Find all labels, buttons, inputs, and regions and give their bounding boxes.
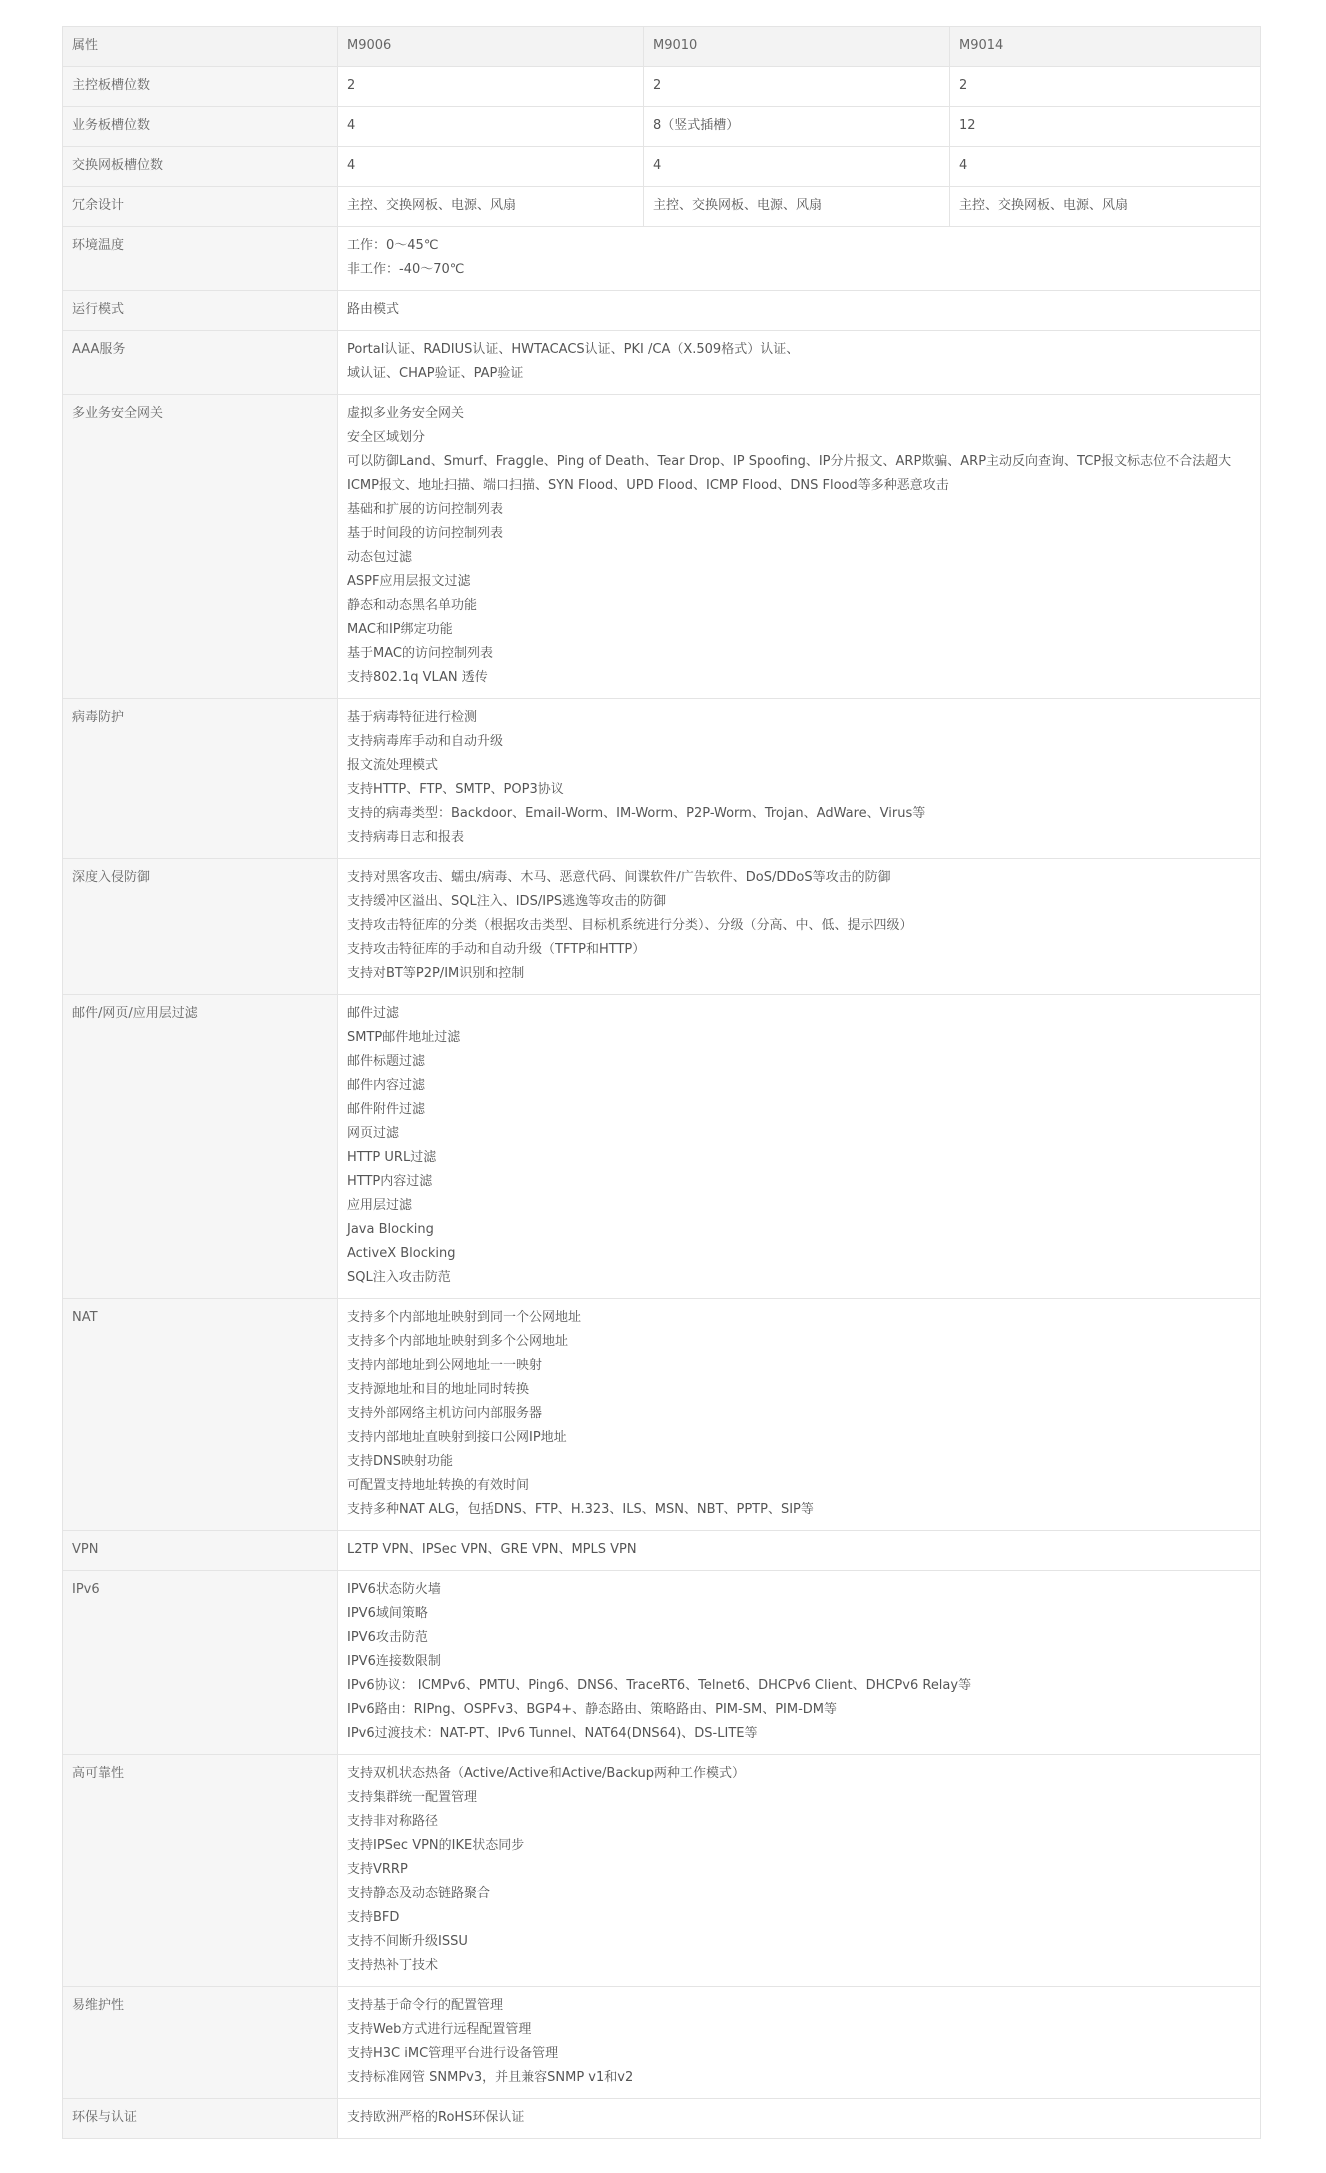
feature-line: 基于病毒特征进行检测 <box>347 710 478 725</box>
feature-line: 非工作：-40～70℃ <box>347 262 465 277</box>
row-value: 2 <box>338 67 644 107</box>
row-value <box>338 1755 1261 1987</box>
table-row <box>63 107 1261 147</box>
row-label: 业务板槽位数 <box>63 107 338 147</box>
feature-line: 虚拟多业务安全网关 <box>347 406 465 421</box>
row-label: 交换网板槽位数 <box>63 147 338 187</box>
row-label: 环保与认证 <box>63 2099 338 2139</box>
feature-line: IPV6状态防火墙 <box>347 1582 441 1597</box>
feature-line: IPv6路由：RIPng、OSPFv3、BGP4+、静态路由、策略路由、PIM-SM、PIM-DM等 <box>347 1702 837 1717</box>
feature-line: 支持DNS映射功能 <box>347 1454 453 1469</box>
row-value <box>338 1531 1261 1571</box>
feature-line: 支持多种NAT ALG，包括DNS、FTP、H.323、ILS、MSN、NBT、PPTP、SIP等 <box>347 1502 814 1517</box>
feature-line: 支持非对称路径 <box>347 1814 439 1829</box>
table-row <box>63 187 1261 227</box>
row-label: 病毒防护 <box>63 699 338 859</box>
feature-line: ASPF应用层报文过滤 <box>347 574 471 589</box>
row-label: AAA服务 <box>63 331 338 395</box>
row-value <box>338 331 1261 395</box>
feature-line: 动态包过滤 <box>347 550 413 565</box>
feature-line: 支持源地址和目的地址同时转换 <box>347 1382 530 1397</box>
feature-line: Portal认证、RADIUS认证、HWTACACS认证、PKI /CA（X.509格式）认证、 <box>347 342 800 357</box>
feature-line: 基础和扩展的访问控制列表 <box>347 502 504 517</box>
feature-line: 报文流处理模式 <box>347 758 439 773</box>
feature-line: 邮件内容过滤 <box>347 1078 426 1093</box>
feature-line: 支持HTTP、FTP、SMTP、POP3协议 <box>347 782 564 797</box>
feature-line: 支持802.1q VLAN 透传 <box>347 670 488 685</box>
feature-line: 基于时间段的访问控制列表 <box>347 526 504 541</box>
row-value <box>338 227 1261 291</box>
feature-line: 网页过滤 <box>347 1126 400 1141</box>
spec-table <box>62 26 1261 2139</box>
header-row <box>63 27 1261 67</box>
table-body <box>63 67 1261 2139</box>
feature-line: 工作：0～45℃ <box>347 238 439 253</box>
feature-line: 支持H3C iMC管理平台进行设备管理 <box>347 2046 559 2061</box>
table-row <box>63 291 1261 331</box>
feature-line: IPV6攻击防范 <box>347 1630 428 1645</box>
row-value: 4 <box>950 147 1261 187</box>
row-label: IPv6 <box>63 1571 338 1755</box>
row-value <box>338 395 1261 699</box>
feature-line: 支持不间断升级ISSU <box>347 1934 468 1949</box>
feature-line: 支持集群统一配置管理 <box>347 1790 478 1805</box>
feature-line: 支持静态及动态链路聚合 <box>347 1886 491 1901</box>
feature-line: 邮件标题过滤 <box>347 1054 426 1069</box>
header-m9014: M9014 <box>950 27 1261 67</box>
feature-line: 路由模式 <box>347 302 400 317</box>
feature-line: HTTP URL过滤 <box>347 1150 437 1165</box>
table-row <box>63 1531 1261 1571</box>
header-m9006: M9006 <box>338 27 644 67</box>
header-m9010: M9010 <box>644 27 950 67</box>
feature-line: 支持攻击特征库的分类（根据攻击类型、目标机系统进行分类）、分级（分高、中、低、提示四级） <box>347 918 913 933</box>
row-label: 邮件/网页/应用层过滤 <box>63 995 338 1299</box>
table-row <box>63 1987 1261 2099</box>
feature-line: 可以防御Land、Smurf、Fraggle、Ping of Death、Tear Drop、IP Spoofing、IP分片报文、ARP欺骗、ARP主动反向查询、TCP报文标志位不合法超大ICMP报文、地址扫描、端口扫描、SYN Flood、UPD Flood、ICMP Flood、DNS Flood等多种恶意攻击 <box>347 454 1232 493</box>
row-label: 高可靠性 <box>63 1755 338 1987</box>
row-value: 4 <box>338 147 644 187</box>
table-row <box>63 699 1261 859</box>
table-row <box>63 395 1261 699</box>
row-label: 运行模式 <box>63 291 338 331</box>
row-value <box>338 699 1261 859</box>
row-label: 主控板槽位数 <box>63 67 338 107</box>
feature-line: 支持热补丁技术 <box>347 1958 439 1973</box>
row-value: 主控、交换网板、电源、风扇 <box>338 187 644 227</box>
table-header <box>63 27 1261 67</box>
row-label: 深度入侵防御 <box>63 859 338 995</box>
feature-line: IPV6连接数限制 <box>347 1654 441 1669</box>
row-value <box>338 1987 1261 2099</box>
feature-line: IPV6域间策略 <box>347 1606 428 1621</box>
feature-line: 支持内部地址到公网地址一一映射 <box>347 1358 543 1373</box>
feature-line: SMTP邮件地址过滤 <box>347 1030 461 1045</box>
feature-line: 域认证、CHAP验证、PAP验证 <box>347 366 524 381</box>
table-row <box>63 1571 1261 1755</box>
feature-line: 应用层过滤 <box>347 1198 413 1213</box>
row-value: 主控、交换网板、电源、风扇 <box>644 187 950 227</box>
table-row <box>63 859 1261 995</box>
row-value: 4 <box>338 107 644 147</box>
feature-line: Java Blocking <box>347 1222 434 1237</box>
feature-line: 支持欧洲严格的RoHS环保认证 <box>347 2110 525 2125</box>
row-value: 2 <box>950 67 1261 107</box>
row-value <box>338 1299 1261 1531</box>
feature-line: 支持对黑客攻击、蠕虫/病毒、木马、恶意代码、间谍软件/广告软件、DoS/DDoS等攻击的防御 <box>347 870 891 885</box>
feature-line: 可配置支持地址转换的有效时间 <box>347 1478 530 1493</box>
feature-line: 支持多个内部地址映射到多个公网地址 <box>347 1334 569 1349</box>
feature-line: 支持多个内部地址映射到同一个公网地址 <box>347 1310 582 1325</box>
row-value <box>338 859 1261 995</box>
table-row <box>63 147 1261 187</box>
feature-line: 支持外部网络主机访问内部服务器 <box>347 1406 543 1421</box>
feature-line: IPv6协议： ICMPv6、PMTU、Ping6、DNS6、TraceRT6、Telnet6、DHCPv6 Client、DHCPv6 Relay等 <box>347 1678 972 1693</box>
feature-line: 支持病毒库手动和自动升级 <box>347 734 504 749</box>
table-row <box>63 2099 1261 2139</box>
feature-line: 支持的病毒类型：Backdoor、Email-Worm、IM-Worm、P2P-Worm、Trojan、AdWare、Virus等 <box>347 806 926 821</box>
feature-line: 静态和动态黑名单功能 <box>347 598 478 613</box>
feature-line: 邮件过滤 <box>347 1006 400 1021</box>
row-value <box>338 291 1261 331</box>
table-row <box>63 67 1261 107</box>
feature-line: 基于MAC的访问控制列表 <box>347 646 493 661</box>
row-label: 环境温度 <box>63 227 338 291</box>
feature-line: 支持基于命令行的配置管理 <box>347 1998 504 2013</box>
table-row <box>63 1755 1261 1987</box>
feature-line: 支持内部地址直映射到接口公网IP地址 <box>347 1430 567 1445</box>
feature-line: 支持Web方式进行远程配置管理 <box>347 2022 532 2037</box>
feature-line: 安全区域划分 <box>347 430 426 445</box>
feature-line: 支持攻击特征库的手动和自动升级（TFTP和HTTP） <box>347 942 646 957</box>
feature-line: 支持VRRP <box>347 1862 408 1877</box>
row-value <box>338 1571 1261 1755</box>
row-value: 2 <box>644 67 950 107</box>
feature-line: ActiveX Blocking <box>347 1246 456 1261</box>
spec-table-container <box>62 26 1260 2139</box>
table-row <box>63 227 1261 291</box>
feature-line: SQL注入攻击防范 <box>347 1270 451 1285</box>
row-value <box>338 995 1261 1299</box>
feature-line: 支持缓冲区溢出、SQL注入、IDS/IPS逃逸等攻击的防御 <box>347 894 667 909</box>
feature-line: IPv6过渡技术：NAT-PT、IPv6 Tunnel、NAT64(DNS64)、DS-LITE等 <box>347 1726 758 1741</box>
header-attribute: 属性 <box>63 27 338 67</box>
feature-line: 邮件附件过滤 <box>347 1102 426 1117</box>
feature-line: L2TP VPN、IPSec VPN、GRE VPN、MPLS VPN <box>347 1542 637 1557</box>
feature-line: 支持标准网管 SNMPv3，并且兼容SNMP v1和v2 <box>347 2070 634 2085</box>
feature-line: 支持病毒日志和报表 <box>347 830 465 845</box>
row-label: VPN <box>63 1531 338 1571</box>
table-row <box>63 995 1261 1299</box>
feature-line: 支持BFD <box>347 1910 400 1925</box>
row-value: 12 <box>950 107 1261 147</box>
row-label: 易维护性 <box>63 1987 338 2099</box>
row-label: NAT <box>63 1299 338 1531</box>
feature-line: 支持IPSec VPN的IKE状态同步 <box>347 1838 525 1853</box>
row-value: 主控、交换网板、电源、风扇 <box>950 187 1261 227</box>
feature-line: HTTP内容过滤 <box>347 1174 433 1189</box>
feature-line: MAC和IP绑定功能 <box>347 622 453 637</box>
row-label: 多业务安全网关 <box>63 395 338 699</box>
row-value: 8（竖式插槽） <box>644 107 950 147</box>
row-label: 冗余设计 <box>63 187 338 227</box>
row-value: 4 <box>644 147 950 187</box>
row-value <box>338 2099 1261 2139</box>
feature-line: 支持对BT等P2P/IM识别和控制 <box>347 966 525 981</box>
feature-line: 支持双机状态热备（Active/Active和Active/Backup两种工作模式） <box>347 1766 746 1781</box>
table-row <box>63 1299 1261 1531</box>
table-row <box>63 331 1261 395</box>
